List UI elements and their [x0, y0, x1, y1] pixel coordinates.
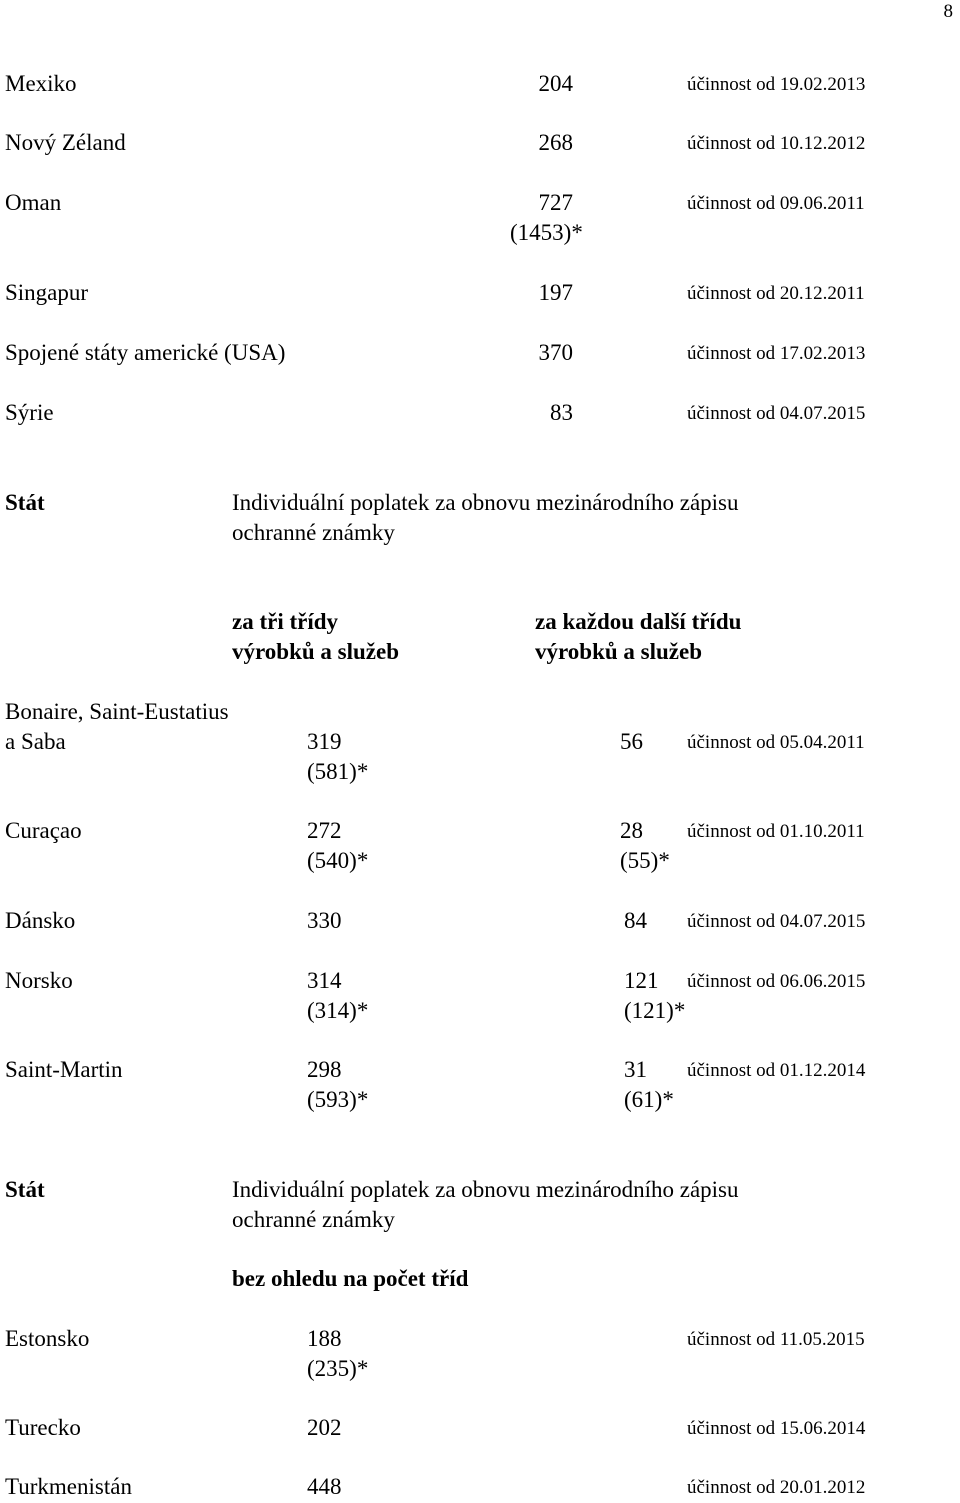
fee-three-classes: 319	[307, 729, 342, 754]
fee-value: 370	[538, 340, 573, 365]
fee-three-classes: 330	[307, 908, 342, 933]
country-name: Nový Zéland	[5, 130, 126, 155]
country-name: Mexiko	[5, 71, 77, 96]
fee-alt-value: (235)*	[307, 1356, 369, 1381]
fee-additional-class: 28	[620, 818, 643, 843]
effective-date: účinnost od 09.06.2011	[687, 193, 865, 214]
effective-date: účinnost od 17.02.2013	[687, 343, 866, 364]
effective-date: účinnost od 04.07.2015	[687, 403, 866, 424]
table-title-line1: Individuální poplatek za obnovu mezinárodního zápisu	[232, 490, 739, 515]
effective-date: účinnost od 15.06.2014	[687, 1418, 866, 1439]
effective-date: účinnost od 20.01.2012	[687, 1477, 866, 1498]
fee-value: 188	[307, 1326, 342, 1351]
fee-three-classes-alt: (540)*	[307, 848, 369, 873]
country-name: Curaçao	[5, 818, 82, 843]
column-header-additional-class-line2: výrobků a služeb	[535, 639, 703, 664]
page-number: 8	[943, 1, 953, 22]
fee-additional-class-alt: (55)*	[620, 848, 670, 873]
column-header-state: Stát	[5, 490, 45, 515]
column-header-state: Stát	[5, 1177, 45, 1202]
country-name: a Saba	[5, 729, 66, 754]
effective-date: účinnost od 05.04.2011	[687, 732, 865, 753]
table-title-line1: Individuální poplatek za obnovu mezinárodního zápisu	[232, 1177, 739, 1202]
fee-additional-class-alt: (121)*	[624, 998, 686, 1023]
effective-date: účinnost od 06.06.2015	[687, 971, 866, 992]
fee-value: 204	[538, 71, 573, 96]
table-title-line2: ochranné známky	[232, 520, 395, 545]
effective-date: účinnost od 10.12.2012	[687, 133, 866, 154]
fee-alt-value: (1453)*	[510, 220, 583, 245]
country-name: Turkmenistán	[5, 1474, 132, 1499]
fee-additional-class: 121	[624, 968, 659, 993]
country-name-line1: Bonaire, Saint-Eustatius	[5, 699, 229, 724]
effective-date: účinnost od 04.07.2015	[687, 911, 866, 932]
fee-value: 202	[307, 1415, 342, 1440]
country-name: Singapur	[5, 280, 89, 305]
country-name: Spojené státy americké (USA)	[5, 340, 286, 365]
fee-three-classes: 298	[307, 1057, 342, 1082]
effective-date: účinnost od 01.10.2011	[687, 821, 865, 842]
fee-additional-class: 84	[624, 908, 647, 933]
column-header-any-classes: bez ohledu na počet tříd	[232, 1266, 469, 1291]
fee-three-classes-alt: (314)*	[307, 998, 369, 1023]
fee-value: 268	[538, 130, 573, 155]
country-name: Oman	[5, 190, 62, 215]
table-title-line2: ochranné známky	[232, 1207, 395, 1232]
fee-value: 448	[307, 1474, 342, 1499]
country-name: Sýrie	[5, 400, 54, 425]
country-name: Saint-Martin	[5, 1057, 123, 1082]
fee-additional-class: 31	[624, 1057, 647, 1082]
column-header-additional-class: za každou další třídu	[535, 609, 742, 634]
effective-date: účinnost od 20.12.2011	[687, 283, 865, 304]
fee-additional-class-alt: (61)*	[624, 1087, 674, 1112]
fee-value: 83	[550, 400, 573, 425]
country-name: Dánsko	[5, 908, 76, 933]
column-header-three-classes: za tři třídy	[232, 609, 339, 634]
column-header-three-classes-line2: výrobků a služeb	[232, 639, 400, 664]
country-name: Norsko	[5, 968, 73, 993]
effective-date: účinnost od 19.02.2013	[687, 74, 866, 95]
country-name: Turecko	[5, 1415, 81, 1440]
fee-value: 727	[538, 190, 573, 215]
effective-date: účinnost od 11.05.2015	[687, 1329, 865, 1350]
fee-three-classes-alt: (581)*	[307, 759, 369, 784]
fee-three-classes-alt: (593)*	[307, 1087, 369, 1112]
country-name: Estonsko	[5, 1326, 90, 1351]
effective-date: účinnost od 01.12.2014	[687, 1060, 866, 1081]
fee-value: 197	[538, 280, 573, 305]
fee-additional-class: 56	[620, 729, 643, 754]
fee-three-classes: 272	[307, 818, 342, 843]
fee-three-classes: 314	[307, 968, 342, 993]
